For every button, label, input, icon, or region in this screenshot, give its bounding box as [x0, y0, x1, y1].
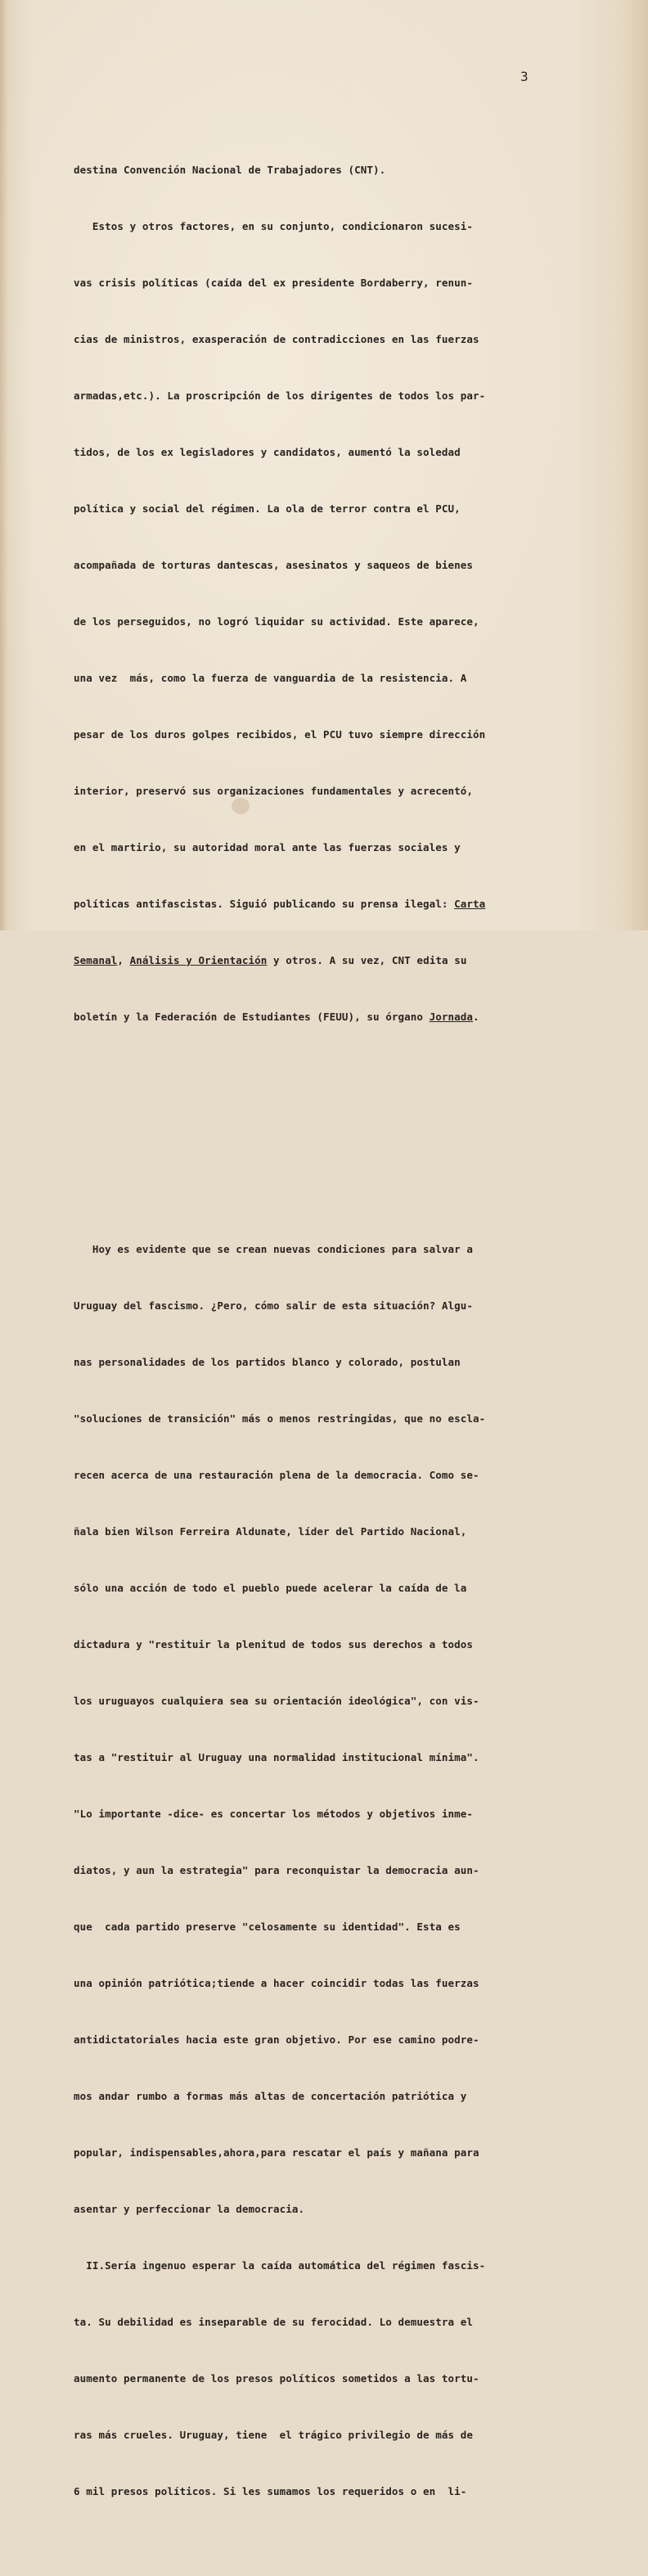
text-line: mos andar rumbo a formas más altas de concertación patriótica y — [74, 2090, 467, 2102]
text-line: en el martirio, su autoridad moral ante las fuerzas sociales y — [74, 841, 461, 853]
text-line: ñala bien Wilson Ferreira Aldunate, líder del Partido Nacional, — [74, 1525, 467, 1538]
publication-title-semanal: Semanal — [74, 954, 118, 966]
text-line: vas crisis políticas (caída del ex presidente Bordaberry, renun- — [74, 277, 474, 289]
text-segment: boletín y la Federación de Estudiantes (FEUU), su órgano — [74, 1011, 430, 1023]
body-text — [74, 85, 565, 2576]
text-line: tidos, de los ex legisladores y candidatos, aumentó la soledad — [74, 446, 461, 458]
text-line: política y social del régimen. La ola de terror contra el PCU, — [74, 502, 461, 515]
text-segment: y otros. A su vez, CNT edita su — [267, 954, 467, 966]
text-line: asentar y perfeccionar la democracia. — [74, 2203, 305, 2215]
text-segment: . — [473, 1011, 479, 1023]
text-line: una opinión patriótica;tiende a hacer coincidir todas las fuerzas — [74, 1977, 479, 1989]
text-segment: políticas antifascistas. Siguió publicando su prensa ilegal: — [74, 898, 455, 910]
text-line — [74, 1007, 565, 1026]
text-line: aumento permanente de los presos políticos sometidos a las tortu- — [74, 2372, 479, 2385]
text-line: recen acerca de una restauración plena de la democracia. Como se- — [74, 1469, 479, 1481]
page-number: 3 — [520, 69, 529, 84]
text-line: destina Convención Nacional de Trabajadores (CNT). — [74, 164, 386, 176]
text-line: ta. Su debilidad es inseparable de su ferocidad. Lo demuestra el — [74, 2316, 474, 2328]
text-line: popular, indispensables,ahora,para rescatar el país y mañana para — [74, 2146, 479, 2159]
text-line: "Lo importante -dice- es concertar los métodos y objetivos inme- — [74, 1808, 474, 1820]
publication-title-jornada: Jornada — [429, 1011, 474, 1023]
publication-title-analisis: Análisis y Orientación — [129, 954, 268, 966]
text-line: armadas,etc.). La proscripción de los dirigentes de todos los par- — [74, 390, 486, 402]
text-line: pesar de los duros golpes recibidos, el PCU tuvo siempre dirección — [74, 728, 486, 741]
paragraph-2 — [74, 1202, 565, 2538]
text-line: los uruguayos cualquiera sea su orientación ideológica", con vis- — [74, 1695, 479, 1707]
text-line: II.Sería ingenuo esperar la caída automática del régimen fascis- — [74, 2259, 486, 2272]
text-line: interior, preservó sus organizaciones fundamentales y acrecentó, — [74, 785, 474, 797]
paragraph-1 — [74, 123, 565, 1064]
text-line — [74, 894, 565, 913]
text-line: Estos y otros factores, en su conjunto, condicionaron sucesi- — [74, 220, 474, 232]
text-line: de los perseguidos, no logró liquidar su actividad. Este aparece, — [74, 615, 479, 628]
publication-title-carta: Carta — [454, 898, 486, 910]
text-line: acompañada de torturas dantescas, asesinatos y saqueos de bienes — [74, 559, 474, 571]
text-line: 6 mil presos políticos. Si les sumamos los requeridos o en li- — [74, 2485, 467, 2497]
text-line: que cada partido preserve "celosamente su identidad". Esta es — [74, 1921, 461, 1933]
text-line: sólo una acción de todo el pueblo puede acelerar la caída de la — [74, 1582, 467, 1594]
text-line: "soluciones de transición" más o menos restringidas, que no escla- — [74, 1412, 486, 1425]
text-line: dictadura y "restituir la plenitud de todos sus derechos a todos — [74, 1638, 474, 1651]
text-line: diatos, y aun la estrategia" para reconquistar la democracia aun- — [74, 1864, 479, 1876]
text-line: una vez más, como la fuerza de vanguardia de la resistencia. A — [74, 672, 467, 684]
text-segment: , — [117, 954, 130, 966]
text-line: Hoy es evidente que se crean nuevas condiciones para salvar a — [74, 1243, 474, 1255]
text-line: nas personalidades de los partidos blanco y colorado, postulan — [74, 1356, 461, 1368]
paper-stain — [232, 798, 250, 814]
text-line — [74, 951, 565, 970]
text-line: ras más crueles. Uruguay, tiene el trágico privilegio de más de — [74, 2429, 474, 2441]
paragraph-gap — [74, 1120, 565, 1146]
text-line: cias de ministros, exasperación de contradicciones en las fuerzas — [74, 333, 479, 345]
text-line: Uruguay del fascismo. ¿Pero, cómo salir de esta situación? Algu- — [74, 1299, 474, 1312]
text-line: tas a "restituir al Uruguay una normalidad institucional mínima". — [74, 1751, 479, 1763]
text-line: antidictatoriales hacia este gran objetivo. Por ese camino podre- — [74, 2033, 479, 2046]
